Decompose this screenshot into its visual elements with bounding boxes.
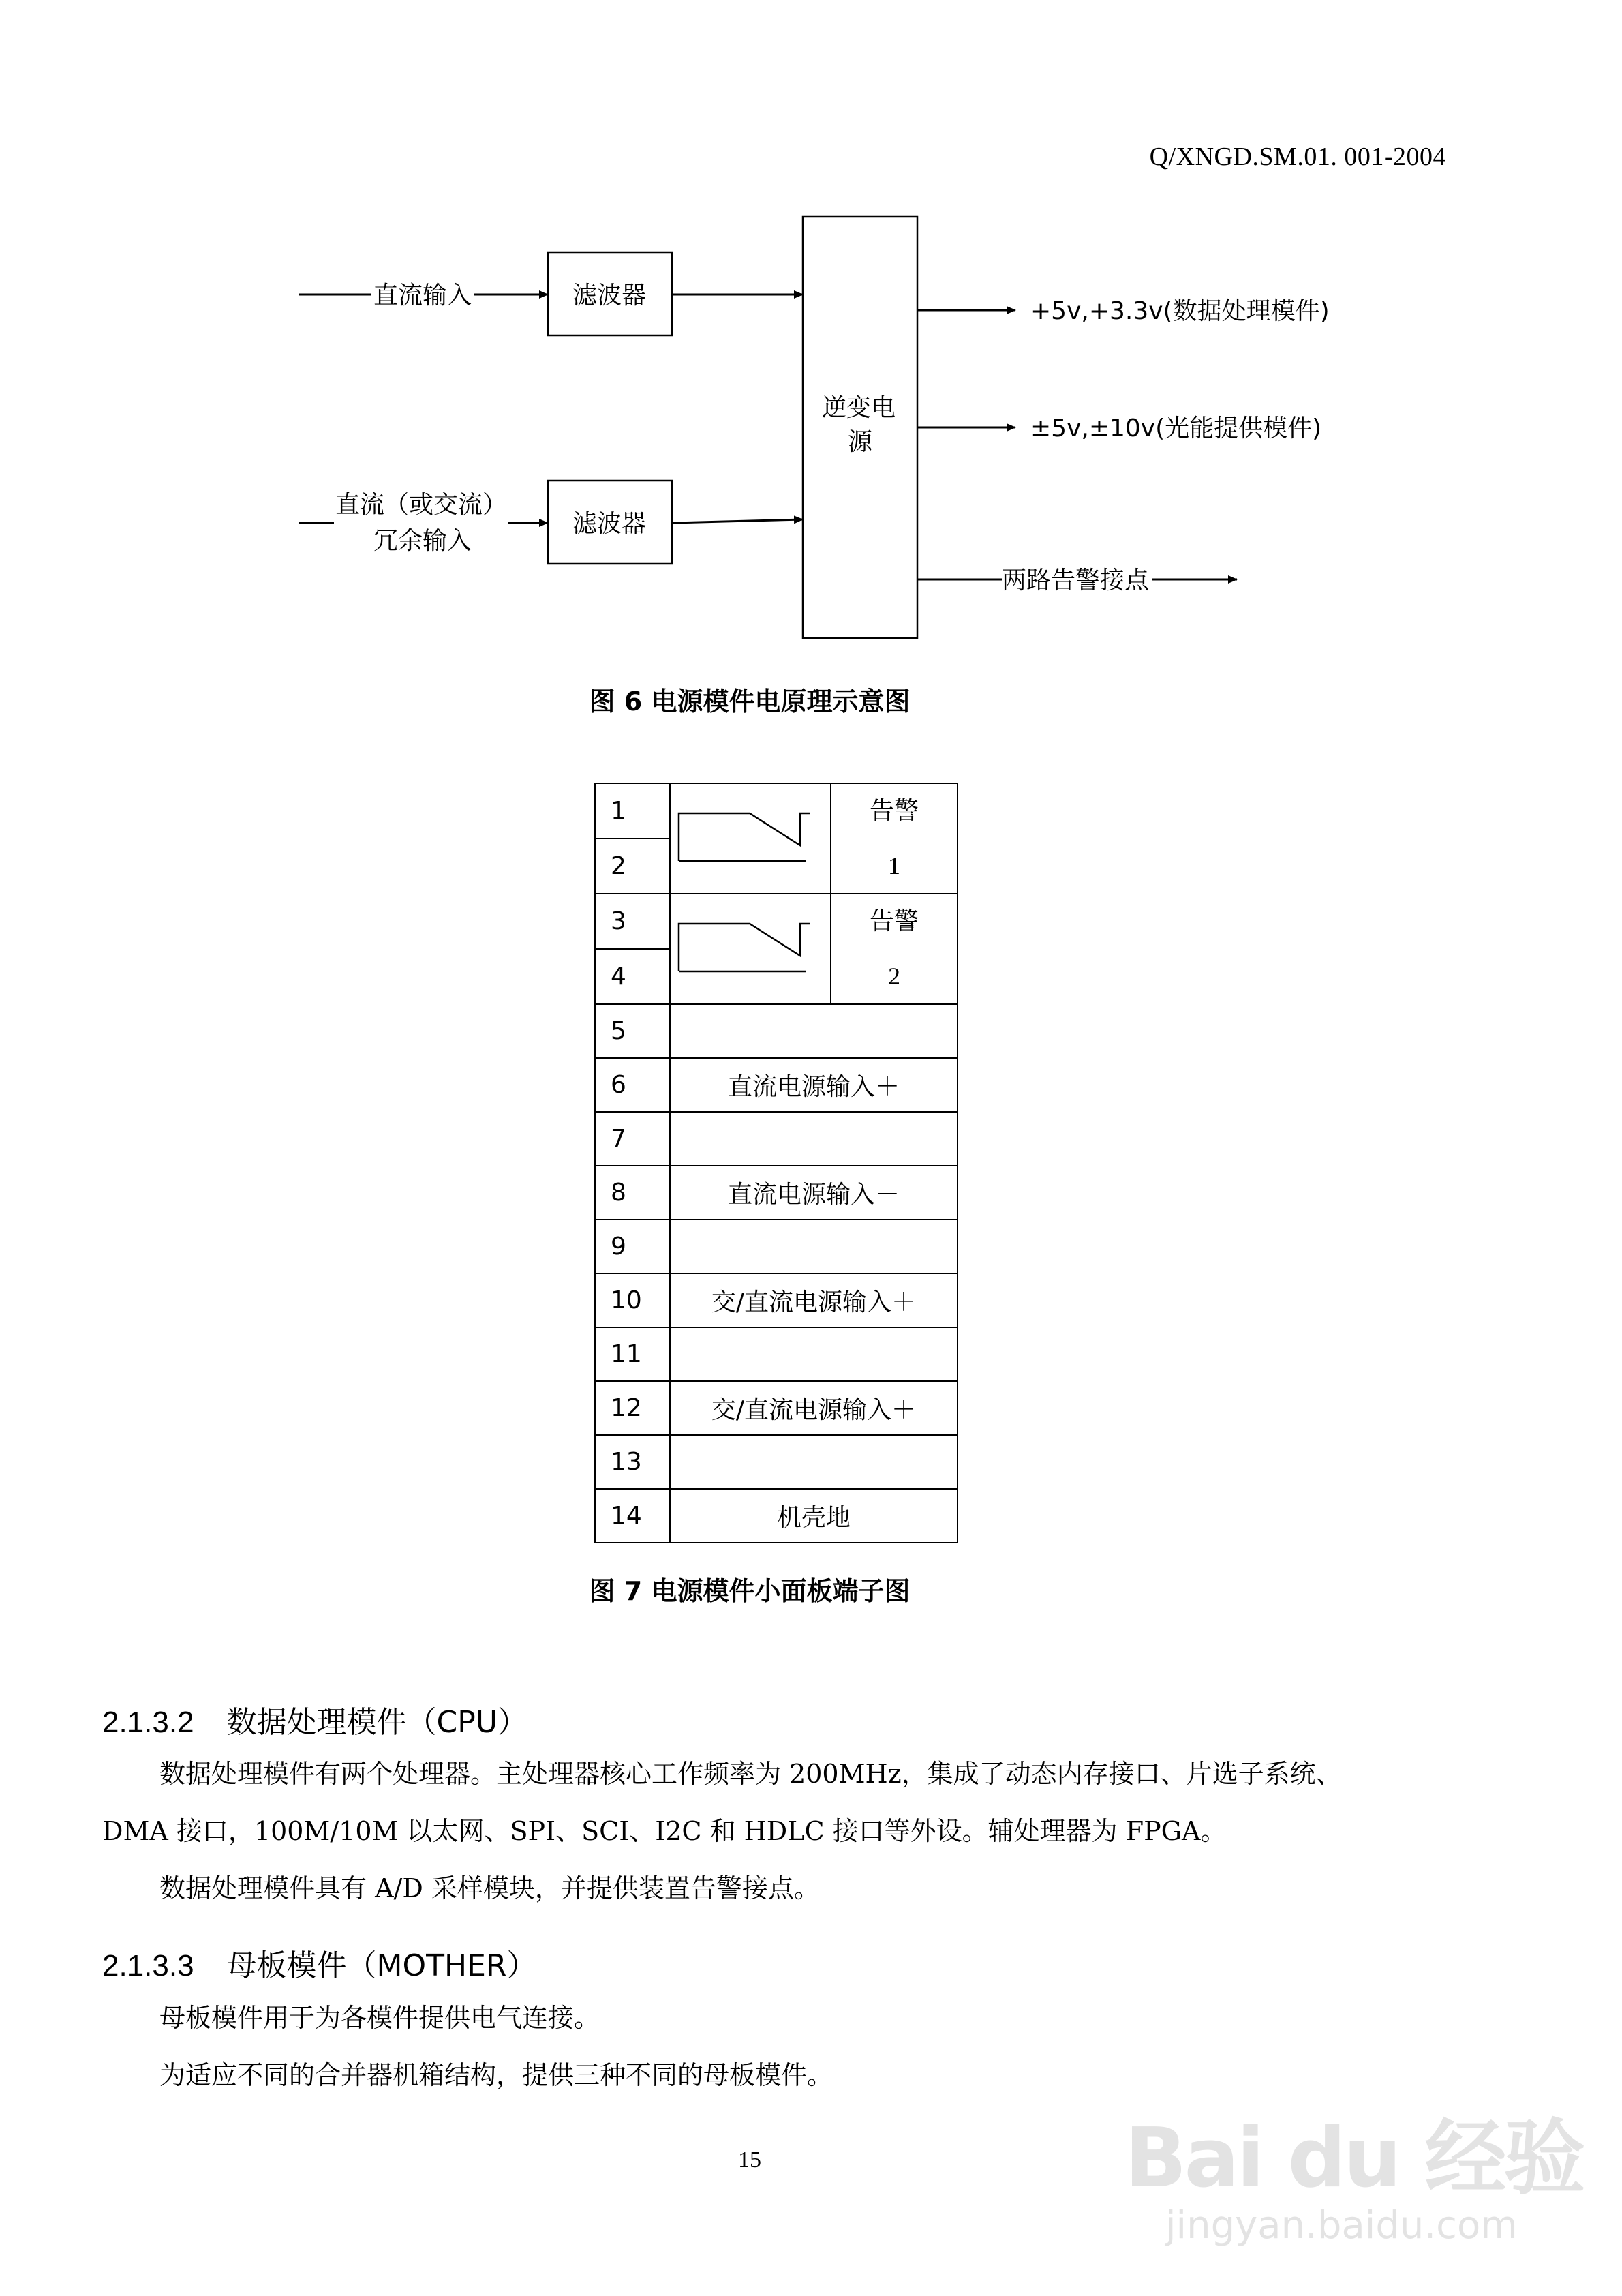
dc-input-label: 直流输入 [373, 282, 472, 309]
watermark-logo: Bai du 经验 [1124, 2111, 1583, 2206]
filter-top-label: 滤波器 [572, 282, 647, 309]
terminal-number: 10 [595, 1273, 670, 1327]
filter-bottom-label: 滤波器 [572, 510, 647, 538]
section-title: 数据处理模件（CPU） [226, 1705, 528, 1740]
paragraph: 为适应不同的合并器机箱结构，提供三种不同的母板模件。 [159, 2060, 833, 2090]
relay-contact-icon [671, 787, 830, 890]
table-row [595, 783, 958, 839]
table-row [595, 1327, 958, 1381]
section-heading-cpu [102, 1697, 527, 1741]
terminal-number: 7 [595, 1112, 670, 1166]
baidu-jingyan-watermark [1124, 2093, 1582, 2248]
terminal-description: 机壳地 [670, 1489, 958, 1543]
alarm1-number: 1 [888, 852, 900, 879]
table-row [595, 1220, 958, 1273]
alarm2-contact-cell [670, 894, 831, 1004]
redundant-input-label-2: 冗余输入 [373, 527, 472, 555]
table-row [595, 894, 958, 949]
terminal-number: 9 [595, 1220, 670, 1273]
terminal-number: 11 [595, 1327, 670, 1381]
table-row [595, 1435, 958, 1489]
terminal-description [670, 1435, 958, 1489]
section-heading-mother [102, 1941, 537, 1984]
paragraph: 数据处理模件有两个处理器。主处理器核心工作频率为 200MHz，集成了动态内存接口、片选子系统、 [159, 1759, 1342, 1789]
redundant-input-label-1: 直流（或交流） [335, 491, 508, 519]
terminal-number: 12 [595, 1381, 670, 1435]
terminal-description [670, 1112, 958, 1166]
terminal-number: 3 [595, 894, 670, 949]
relay-contact-icon [671, 898, 830, 1000]
terminal-number: 2 [595, 839, 670, 894]
terminal-description: 交/直流电源输入＋ [670, 1273, 958, 1327]
alarm2-text: 告警 [869, 907, 919, 935]
terminal-number: 8 [595, 1166, 670, 1220]
filter-bottom-to-inverter-arrow [672, 519, 803, 523]
filter-box-bottom [548, 481, 672, 564]
terminal-number: 14 [595, 1489, 670, 1543]
terminal-description: 交/直流电源输入＋ [670, 1381, 958, 1435]
terminal-number: 4 [595, 949, 670, 1004]
table-row [595, 1112, 958, 1166]
terminal-table [594, 783, 958, 1543]
section-number: 2.1.3.2 [102, 1706, 194, 1739]
page-number: 15 [738, 2147, 761, 2173]
table-row [595, 1381, 958, 1435]
alarm1-contact-cell [670, 783, 831, 894]
terminal-number: 6 [595, 1058, 670, 1112]
section-title: 母板模件（MOTHER） [226, 1948, 537, 1983]
inverter-box [803, 217, 917, 638]
output-1-label: +5v,+3.3v(数据处理模件) [1030, 297, 1330, 325]
watermark-url: jingyan.baidu.com [1165, 2203, 1518, 2248]
terminal-description [670, 1004, 958, 1058]
alarm1-label-cell [831, 783, 958, 894]
terminal-number: 1 [595, 783, 670, 839]
document-code: Q/XNGD.SM.01. 001-2004 [1149, 142, 1446, 171]
table-row [595, 1489, 958, 1543]
paragraph: 数据处理模件具有 A/D 采样模块，并提供装置告警接点。 [159, 1873, 820, 1903]
alarm1-text: 告警 [869, 797, 919, 825]
filter-box-top [548, 252, 672, 335]
output-3-label: 两路告警接点 [1002, 567, 1150, 594]
alarm2-label-cell [831, 894, 958, 1004]
table-row [595, 1004, 958, 1058]
section-number: 2.1.3.3 [102, 1949, 194, 1982]
figure7-caption: 图 7 电源模件小面板端子图 [589, 1576, 911, 1606]
output-2-label: ±5v,±10v(光能提供模件) [1030, 414, 1322, 442]
table-row [595, 1058, 958, 1112]
alarm2-number: 2 [888, 963, 900, 990]
terminal-number: 5 [595, 1004, 670, 1058]
table-row [595, 1273, 958, 1327]
paragraph: DMA 接口，100M/10M 以太网、SPI、SCI、I2C 和 HDLC 接口等外设。辅处理器为 FPGA。 [102, 1816, 1227, 1846]
terminal-description: 直流电源输入－ [670, 1166, 958, 1220]
paragraph: 母板模件用于为各模件提供电气连接。 [159, 2003, 600, 2033]
inverter-label-1: 逆变电 [822, 394, 896, 422]
figure6-caption: 图 6 电源模件电原理示意图 [589, 686, 911, 716]
terminal-description: 直流电源输入＋ [670, 1058, 958, 1112]
table-row [595, 1166, 958, 1220]
inverter-label-2: 源 [848, 428, 873, 456]
terminal-description [670, 1327, 958, 1381]
terminal-number: 13 [595, 1435, 670, 1489]
terminal-description [670, 1220, 958, 1273]
